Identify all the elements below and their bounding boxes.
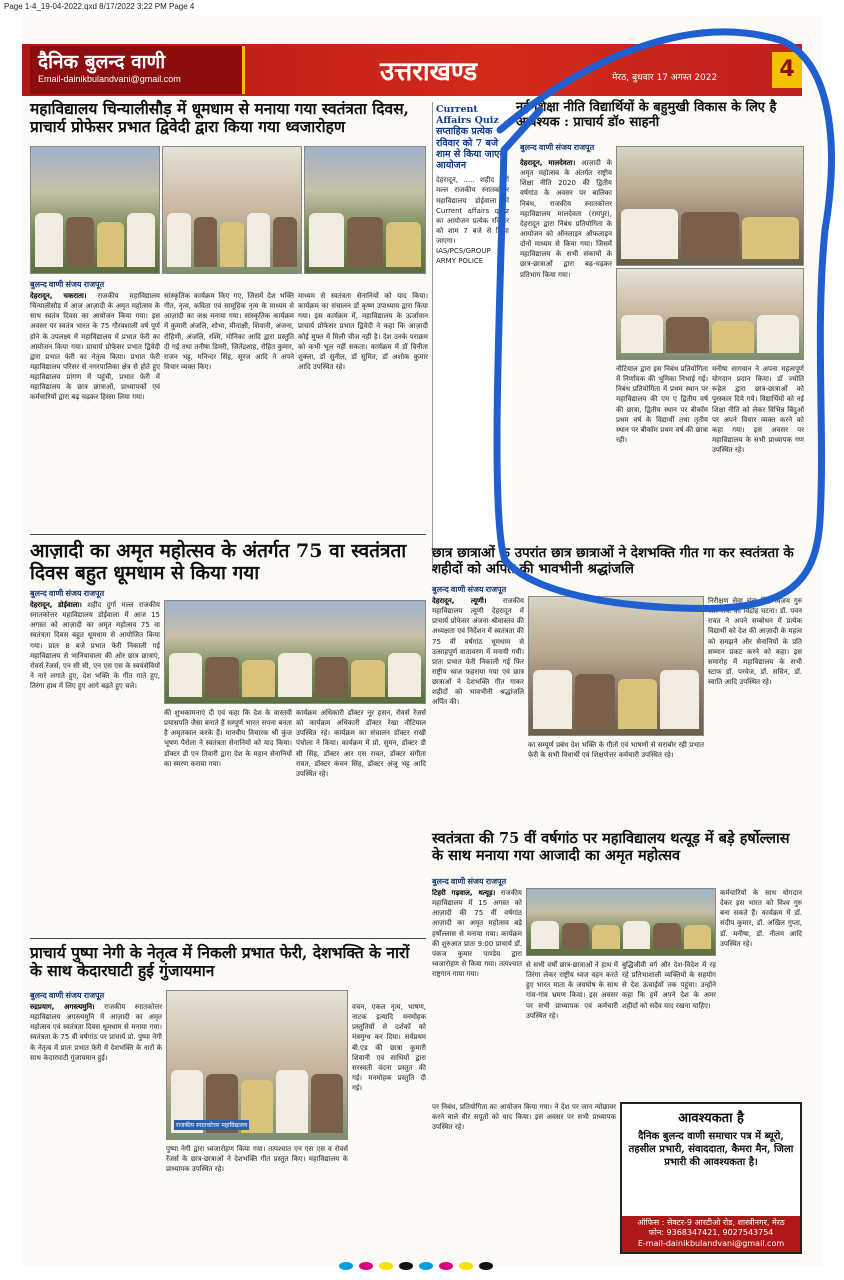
article6-column-2: पुष्पा नेगी द्वारा ध्वजारोहण किया गया। तत्पश्चात एन एस एस व रोवर्स रेंजर्स के छात्र-छात्राओं ने देशभक्ति गीत प्रस्तुत किए। महाविद्यालय के प्राध्यापक उपस्थित रहे। bbox=[166, 1145, 348, 1174]
brand-block bbox=[30, 46, 245, 94]
article4-dateline: देहरादून, त्यूणी। bbox=[432, 597, 487, 605]
registration-dot bbox=[459, 1262, 473, 1270]
article6-column-4: पर निबंध, प्रतियोगिता का आयोजन किया गया। ने देश पर जान न्योछावर करने वाले वीर सपूतों को याद किया। इस अवसर पर सभी प्राध्यापक उपस्थित रहे। bbox=[432, 1103, 616, 1132]
article5-column-4: कर्मचारियों के साथ योगदान देकर इस भारत को विश्व गुरु बना सकते हैं। कार्यक्रम में डॉ. संदीप कुमार, डॉ. अखिल गुप्ता, डॉ. मनीषा, डॉ. नीलम आदि उपस्थित रहे। bbox=[720, 889, 802, 948]
article5-text-1: राजकीय महाविद्यालय में 15 अगस्त को आज़ादी की 75 वीं वर्षगांठ आज़ादी का अमृत महोत्सव बड़े हर्षोल्लास से मनाया गया। कार्यक्रम की शुरुआत प्रातः 9:00 प्राचार्य डॉ. पंकज कुमार पाण्डेय द्वारा ध्वजारोहण से किया गया। तत्पश्चात राष्ट्रगान गाया गया। bbox=[432, 889, 522, 979]
article3-column-2: की शुभकामनाएं दी एवं कहा कि देश के वास्तवी प्रयासपति जैसा बनाते हैं सम्पूर्ण भारत सपना बनता है अमृतकाल करके हैं। मानवीय विचारक श्री कुंज भूषण पैरोला ने स्वतंत्रता सेनानियों को याद किया। डॉक्टर डी एन तिवारी द्वारा देश के महान सेनानियों का स्मरण कराया गया। bbox=[164, 709, 292, 768]
article1-headline: महाविद्यालय चिन्यालीसौड़ में धूमधाम से मनाया गया स्वतंत्रता दिवस, प्राचार्य प्रोफेसर प्रभात द्विवेदी द्वारा किया गया ध्वजारोहण bbox=[30, 99, 409, 137]
article3-headline: आज़ादी का अमृत महोत्सव के अंतर्गत 75 वा स्वतंत्रता दिवस बहुत धूमधाम से किया गया bbox=[30, 540, 407, 585]
article1-column-2: सांस्कृतिक कार्यक्रम किए गए, जिसमें देश भक्ति गीत, नृत्य, कविता एवं सामूहिक नृत्य के माध्यम से आज़ादी का जश्न मनाया गया। सांस्कृतिक कार्यक्रम में कुमारी अंजलि, शोभा, मीनाक्षी, शिवानी, अंजना, रोहिणी, अंजलि, रश्मि, मोनिका आदि द्वारा प्रस्तुति दी गई तथा तनीषा डिमरी, जितेंद्रशाह, रोहित कुमार, राजन भट्ट, मनिन्दर सिंह, सूरज आदि ने अपने विचार व्यक्त किए। bbox=[164, 292, 294, 371]
article6-dateline: रुद्रप्रयाग, अगस्त्यमुनि। bbox=[30, 1003, 95, 1011]
article6-byline: बुलन्द वाणी संजय राजपूत bbox=[30, 991, 105, 1000]
article5-byline: बुलन्द वाणी संजय राजपूत bbox=[432, 877, 507, 886]
article6-column-1 bbox=[30, 1002, 162, 1260]
article4-column-1 bbox=[432, 596, 524, 820]
article1-text-1: राजकीय महाविद्यालय चिन्यालीसौड़ में आज आज़ादी के अमृत महोत्सव के साथ स्वतंत्र दिवस का आयोजन किया गया। इस अवसर पर स्वतंत्र भारत के 75 गौरवशाली वर्ष पूर्ण होने के उपलक्ष्य में महाविद्यालय में प्रभात फेरी का आयोजन किया गया। प्राचार्य प्रोफेसर प्रभात द्विवेदी द्वारा प्रभात फेरी का नेतृत्व किया। प्रभात फेरी महाविद्यालय परिसर से नगरपालिका क्षेत्र से होते हुए महाविद्यालय प्रांगण में पहुंची, प्रभात फेरी में महाविद्यालय के छात्र छात्राओं, प्राध्यापकों एवं कर्मचारियों द्वारा बढ़ चढ़कर हिस्सा लिया गया। bbox=[30, 292, 160, 402]
article3-text-1: शहीद दुर्गा मल्ल राजकीय स्नातकोत्तर महाविद्यालय डोईवाला में आज 15 अगस्त को आज़ादी का अमृत महोत्सव 75 वा स्वतंत्रता दिवस बहुत धूमधाम से आयोजित किया गया। प्रातः 8 बजे प्रभात फेरी निकाली गई महाविद्यालय से भानियावाला की ओर छात्र छात्राएं, रोवर्स रेंजर्स, एन सी सी, एन एस एस के स्वयंसेवियों ने नारे लगाते हुए, देश भक्ति के गीत गाते हुए, तिरंगा हाथ में लिए हुए आगे बढ़ते हुए चले। bbox=[30, 601, 160, 691]
article3-photo bbox=[164, 600, 426, 704]
registration-dot bbox=[339, 1262, 353, 1270]
quiz-box bbox=[432, 102, 512, 572]
newspaper-title: दैनिक बुलन्द वाणी bbox=[38, 51, 166, 73]
article2-byline: बुलन्द वाणी संजय राजपूत bbox=[520, 143, 595, 152]
article5-headline: स्वतंत्रता की 75 वीं वर्षगांठ पर महाविद्यालय थत्यूड़ में बड़े हर्षोल्लास के साथ मनाया गया आजादी का अमृत महोत्सव bbox=[432, 830, 790, 865]
article2-photo-top bbox=[616, 146, 804, 266]
article5-photo bbox=[526, 888, 716, 956]
article4-column-3: निरीक्षण सेवा चंद्रा सिंह विजय गुरु और सेवा की विद्रोह घटना। डॉ. पवन रावत ने अपने सम्बोधन में प्रत्येक विद्यार्थी को देश की आज़ादी के महत्व को समझने और सेनानियों के प्रति सम्मान प्रकट करने को कहा। इस समारोह में महाविद्यालय के सभी स्टाफ डॉ. परवेज, डॉ. सचिन, डॉ. स्वाति आदि उपस्थित रहे। bbox=[708, 597, 802, 687]
print-registration-marks bbox=[226, 1262, 606, 1270]
section-title: उत्तराखण्ड bbox=[380, 57, 478, 87]
registration-dot bbox=[479, 1262, 493, 1270]
article1-photo-center bbox=[162, 146, 302, 274]
article2-column-2: नौटियाल द्वारा इस निबंध प्रतियोगिता में निर्णायक की भूमिका निभाई गई। निबंध प्रतियोगिता में प्रथम स्थान पर महाविद्यालय की एम ए द्वितीय वर्ष की छात्रा, द्वितीय स्थान पर बीकॉम प्रथम वर्ष के विद्यार्थी तथा तृतीय स्थान पर बीकॉम प्रथम वर्ष की छात्रा रही। bbox=[616, 365, 708, 444]
article3-byline: बुलन्द वाणी संजय राजपूत bbox=[30, 589, 105, 598]
issue-date: मेरठ, बुधवार 17 अगस्त 2022 bbox=[612, 73, 718, 83]
ad-phone: फोन: 9368347421, 9027543754 bbox=[648, 1228, 774, 1238]
article4-headline: छात्र छात्राओं के उपरांत छात्र छात्राओं ने देशभक्ति गीत गा कर स्वतंत्रता के शहीदों को अर्पित की भावभीनी श्रद्धांजलि bbox=[432, 545, 794, 577]
page-number: 4 bbox=[772, 52, 802, 88]
article2-photo-bottom bbox=[616, 268, 804, 360]
registration-dot bbox=[419, 1262, 433, 1270]
divider bbox=[30, 938, 426, 939]
article2-text-1: आज़ादी के अमृत महोत्सव के अंतर्गत राष्ट्रीय शिक्षा नीति 2020 की द्वितीय वर्षगांठ के अवसर पर बालिका निबंध, राजकीय स्नातकोत्तर महाविद्यालय मालदेवता (रायपुर), देहरादून द्वारा निबंध प्रतियोगिता के आयोजन को ऑनलाइन ऑफलाइन दोनों माध्यम से किया गया। जिसमें महाविद्यालय के सभी संकायों के छात्र-छात्राओं द्वारा बढ़-चढ़कर प्रतिभाग किया गया। bbox=[520, 159, 612, 279]
article2-headline: नई शिक्षा नीति विद्यार्थियों के बहुमुखी विकास के लिए है आवश्यक : प्राचार्य डॉ० साहनी bbox=[516, 100, 777, 131]
article6-headline: प्राचार्य पुष्पा नेगी के नेतृत्व में निकली प्रभात फेरी, देशभक्ति के नारों के साथ केदारघाटी हुई गुंजायमान bbox=[30, 943, 410, 981]
article5-column-1 bbox=[432, 888, 522, 1098]
article6-text-1: राजकीय स्नातकोत्तर महाविद्यालय अगस्त्यमुनि में आज़ादी का अमृत महोत्सव एवं स्वतंत्रता दिवस धूमधाम से मनाया गया। स्वतंत्रता के 75 वीं वर्षगांठ पर प्राचार्य प्रो. पुष्पा नेगी के नेतृत्व में प्रातः प्रभात फेरी में देशभक्ति के नारों के साथ केदारघाटी गुंजायमान हुई। bbox=[30, 1003, 162, 1062]
quiz-body: देहरादून, ..... शहीद दुर्गा मल्ल राजकीय स्नातकोत्तर महाविद्यालय डोईवाला में Current affairs quiz का आयोजन प्रत्येक रविवार को शाम 7 बजे से किया जाएगा। IAS/PCS/GROUP ARMY POLICE bbox=[436, 176, 509, 266]
article1-column-3: माध्यम से स्वतंत्रता सेनानियों को याद किया। कार्यक्रम का संचालन डॉ कृष्ण उपाध्याय द्वारा किया गया। इस कार्यक्रम में, महाविद्यालय के ऊर्जावान प्राचार्य प्रोफेसर प्रभात द्विवेदी ने कहा कि आज़ादी कोई मुफ्त में मिली चीज नहीं है। देश उनके पराक्रम को कभी भूल नहीं सकता। कार्यक्रम में डॉ विनीता शुक्ला, डॉ सुनील, डॉ सुमित, डॉ अशोक कुमार आदि उपस्थित रहे। bbox=[298, 292, 428, 371]
article1-dateline: देहरादून, चकराता। bbox=[30, 292, 87, 300]
ad-footer bbox=[622, 1216, 800, 1252]
banner-text: राजकीय स्नातकोत्तर महाविद्यालय bbox=[176, 1122, 248, 1129]
article2-column-1 bbox=[520, 158, 612, 438]
article4-byline: बुलन्द वाणी संजय राजपूत bbox=[432, 585, 507, 594]
divider bbox=[30, 534, 426, 535]
recruitment-advertisement bbox=[620, 1102, 802, 1254]
article6-photo bbox=[166, 990, 348, 1140]
ad-address: ऑफिस : सेक्टर-9 आरटीओ रोड, शास्त्रीनगर, मेरठ bbox=[637, 1217, 785, 1227]
article1-photo-left bbox=[30, 146, 160, 274]
registration-dot bbox=[399, 1262, 413, 1270]
article2-dateline: देहरादून, मालदेवता। bbox=[520, 159, 576, 167]
registration-dot bbox=[379, 1262, 393, 1270]
article3-column-1 bbox=[30, 600, 160, 932]
article4-text-1: राजकीय महाविद्यालय त्यूणी देहरादून में प्राचार्य प्रोफेसर अंजना श्रीवास्तव की अध्यक्षता एवं निर्देशन में स्वतंत्रता की 75 वीं वर्षगांठ धूमधाम से उत्साहपूर्ण वातावरण में मनायी गयी। प्रातः प्रभात फेरी निकाली गई फिर राष्ट्रीय ध्वज फहराया गया एवं छात्र छात्राओं ने देशभक्ति गीत गाकर शहीदों को भावभीनी श्रद्धांजलि अर्पित की। bbox=[432, 597, 524, 707]
article5-dateline: टिहरी गढ़वाल, थत्यूड़। bbox=[432, 889, 496, 897]
article4-photo bbox=[528, 596, 704, 736]
article3-dateline: देहरादून, डोईवाला। bbox=[30, 601, 82, 609]
ad-email: E-mail-dainikbulandvani@gmail.com bbox=[637, 1239, 785, 1249]
ad-body: दैनिक बुलन्द वाणी समाचार पत्र में ब्यूरो, तहसील प्रभारी, संवाददाता, कैमरा मैन, जिला प्रभारी की आवश्यकता है। bbox=[628, 1131, 794, 1168]
article3-column-3: कार्यक्रम अधिकारी डॉक्टर नूर हसन, रोवर्स रेंजर्स को कार्यक्रम अधिकारी डॉक्टर रेखा नौटियाल उपस्थित रहे। कार्यक्रम का संचालन डॉक्टर राखी पंचोला ने किया। कार्यक्रम में प्रो. सुमन, डॉक्टर डी सी सिंह, डॉक्टर आर एस रावत, डॉक्टर संगीता रावत, डॉक्टर कंचन सिंह, डॉक्टर अंजू भट्ट आदि उपस्थित रहे। bbox=[296, 709, 426, 778]
article2-column-3: मनीषा सागवान ने अपना महत्वपूर्ण योगदान प्रदान किया। डॉ ज्योति रूहेल द्वारा छात्र-छात्राओं को पुरस्कार दिये गये। विद्यार्थियों को नई शिक्षा नीति को लेकर विभिन्न बिंदुओं पर अपने विचार व्यक्त करने को कहा गया। इस अवसर पर महाविद्यालय के सभी प्राध्यापक गण उपस्थित रहे। bbox=[712, 365, 804, 455]
article5-column-2: से सभी वर्षों छात्र-छात्राओं ने हाथ में तिरंगा लेकर राष्ट्रीय ध्वज वहन करते हुए भारत माता के जयघोष के साथ गांव-गांव भ्रमण किया। इस अवसर पर सभी प्राध्यापक एवं कर्मचारी उपस्थित रहे। bbox=[526, 961, 618, 1020]
article4-column-2: का सम्पूर्ण प्रबंध देश भक्ति के गीतों एवं भाषणों से सराबोर रही प्रभात फेरी के सभी विधार्थी एवं शिक्षणेत्तर कर्मचारी उपस्थित रहे। bbox=[528, 741, 704, 760]
article1-photo-right bbox=[304, 146, 426, 274]
quiz-title: Current Affairs Quiz सप्ताहिक प्रत्येक रविवार को 7 बजे शाम से किया जाएगा आयोजन bbox=[436, 104, 508, 172]
pdf-header: Page 1-4_19-04-2022.qxd 8/17/2022 3:22 PM Page 4 bbox=[0, 0, 844, 14]
registration-dot bbox=[439, 1262, 453, 1270]
registration-dot bbox=[359, 1262, 373, 1270]
ad-heading: आवश्यकता है bbox=[678, 1111, 744, 1126]
newspaper-email: Email-dainikbulandvani@gmail.com bbox=[38, 74, 181, 84]
article5-column-3: बुद्धिजीवी वर्ग और देश-विदेश में रह रहे प्रतिभाशाली व्यक्तियों के सहयोग से देश ऊंचाईयों तक पहुंचा। उन्होंने कहा कि हमें अपने देश के अमर शहीदों को सदैव याद रखना चाहिए। bbox=[622, 961, 716, 1010]
article6-column-3: वचन, एकल नृत्य, भाषण, नाटक इत्यादि मनमोहक प्रस्तुतियों से दर्शकों को मंत्रमुग्ध कर दिया। सर्वप्रथम बी.एड की छात्रा कुमारी शिवानी एवं साथियों द्वारा सरस्वती वंदना प्रस्तुत की गई। मनमोहक प्रस्तुति दी गई। bbox=[352, 1003, 426, 1093]
article6-banner bbox=[170, 1120, 344, 1142]
article1-byline: बुलन्द वाणी संजय राजपूत bbox=[30, 280, 105, 289]
article1-column-1 bbox=[30, 291, 160, 529]
